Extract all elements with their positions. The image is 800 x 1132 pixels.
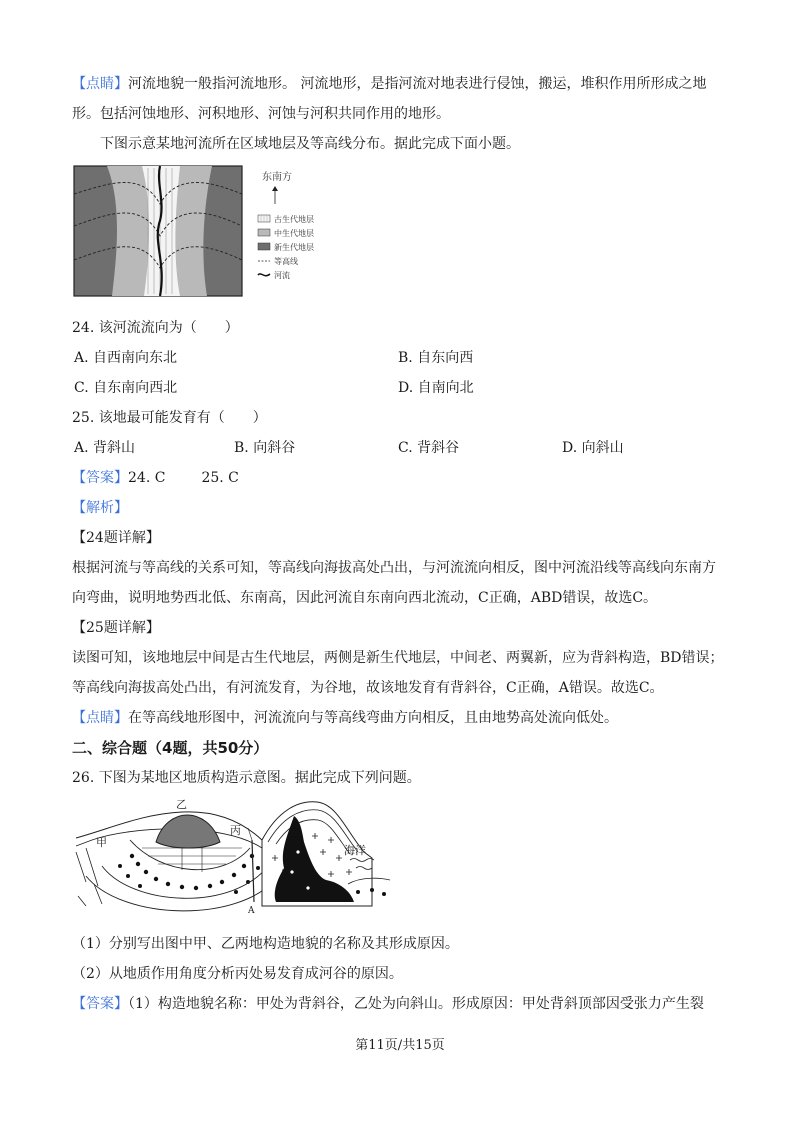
answer-25: 25. C — [201, 470, 239, 486]
q25-option-a: A. 背斜山 — [74, 440, 136, 456]
q24-option-a: A. 自西南向东北 — [74, 350, 178, 366]
q25-detail-line-1: 读图可知，该地地层中间是古生代地层，两侧是新生代地层，中间老、两翼新，应为背斜构造，BD错误； — [72, 650, 724, 666]
q26-answer — [72, 994, 704, 1014]
tip-paragraph-1 — [72, 74, 706, 94]
geologic-structure-figure — [72, 796, 392, 914]
q26-answer-text: （1）构造地貌名称：甲处为背斜谷，乙处为向斜山。形成原因：甲处背斜顶部因受张力产生裂 — [128, 996, 704, 1012]
legend-contour: 等高线 — [274, 257, 298, 266]
q24-option-b: B. 自东向西 — [398, 350, 474, 366]
q26-answer-label: 【答案】 — [72, 996, 128, 1012]
q25-option-c: C. 背斜谷 — [398, 440, 460, 456]
river-strata-figure — [72, 164, 342, 298]
direction-label: 东南方 — [262, 172, 292, 183]
intro-text: 下图示意某地河流所在区域地层及等高线分布。据此完成下面小题。 — [100, 136, 520, 152]
q26-stem: 26. 下图为某地区地质构造示意图。据此完成下列问题。 — [72, 770, 421, 786]
legend-mesozoic: 中生代地层 — [274, 229, 314, 238]
legend-paleozoic: 古生代地层 — [274, 215, 314, 224]
tip-text: 河流地貌一般指河流地形。 河流地形，是指河流对地表进行侵蚀，搬运，堆积作用所形成之地 — [128, 76, 707, 92]
legend-river: 河流 — [274, 271, 290, 280]
q26-part-2: （2）从地质作用角度分析丙处易发育成河谷的原因。 — [72, 966, 403, 982]
q25-stem: 25. 该地最可能发育有（ ） — [72, 410, 267, 426]
answer-line — [72, 468, 239, 488]
q26-part-1: （1）分别写出图中甲、乙两地构造地貌的名称及其形成原因。 — [72, 936, 459, 952]
label-ocean: 海洋 — [344, 844, 366, 857]
tip2-text: 在等高线地形图中，河流流向与等高线弯曲方向相反，且由地势高处流向低处。 — [128, 710, 618, 726]
q25-detail-line-2: 等高线向海拔高处凸出，有河流发育，为谷地，故该地发育有背斜谷，C正确，A错误。故选C。 — [72, 680, 664, 696]
analysis-label: 【解析】 — [72, 500, 128, 516]
tip-paragraph-2 — [72, 708, 618, 728]
page-footer: 第11页/共15页 — [355, 1038, 445, 1053]
q25-detail-title: 【25题详解】 — [72, 620, 160, 636]
q24-detail-line-2: 向弯曲，说明地势西北低、东南高，因此河流自东南向西北流动，C正确，ABD错误，故选C。 — [72, 590, 658, 606]
q24-detail-line-1: 根据河流与等高线的关系可知，等高线向海拔高处凸出，与河流流向相反，图中河流沿线等高线向东南方 — [72, 560, 716, 576]
tip-paragraph-1-cont: 形。包括河蚀地形、河积地形、河蚀与河积共同作用的地形。 — [72, 106, 450, 122]
q24-stem: 24. 该河流流向为（ ） — [72, 320, 239, 336]
north-arrow-icon — [272, 186, 278, 191]
label-yi: 乙 — [176, 798, 187, 811]
section-heading: 二、综合题（4题，共50分） — [72, 739, 269, 757]
q24-detail-title: 【24题详解】 — [72, 530, 160, 546]
q24-option-c: C. 自东南向西北 — [74, 380, 178, 396]
legend-cenozoic: 新生代地层 — [274, 243, 314, 252]
answer-label: 【答案】 — [72, 470, 128, 486]
tip-label: 【点睛】 — [72, 76, 128, 92]
q25-option-d: D. 向斜山 — [562, 440, 624, 456]
tip2-label: 【点睛】 — [72, 710, 128, 726]
answer-24: 24. C — [128, 470, 166, 486]
label-jia: 甲 — [96, 836, 107, 849]
q24-option-d: D. 自南向北 — [398, 380, 474, 396]
label-bing: 丙 — [230, 824, 241, 837]
label-fault-a: A — [248, 906, 255, 914]
q25-option-b: B. 向斜谷 — [234, 440, 296, 456]
